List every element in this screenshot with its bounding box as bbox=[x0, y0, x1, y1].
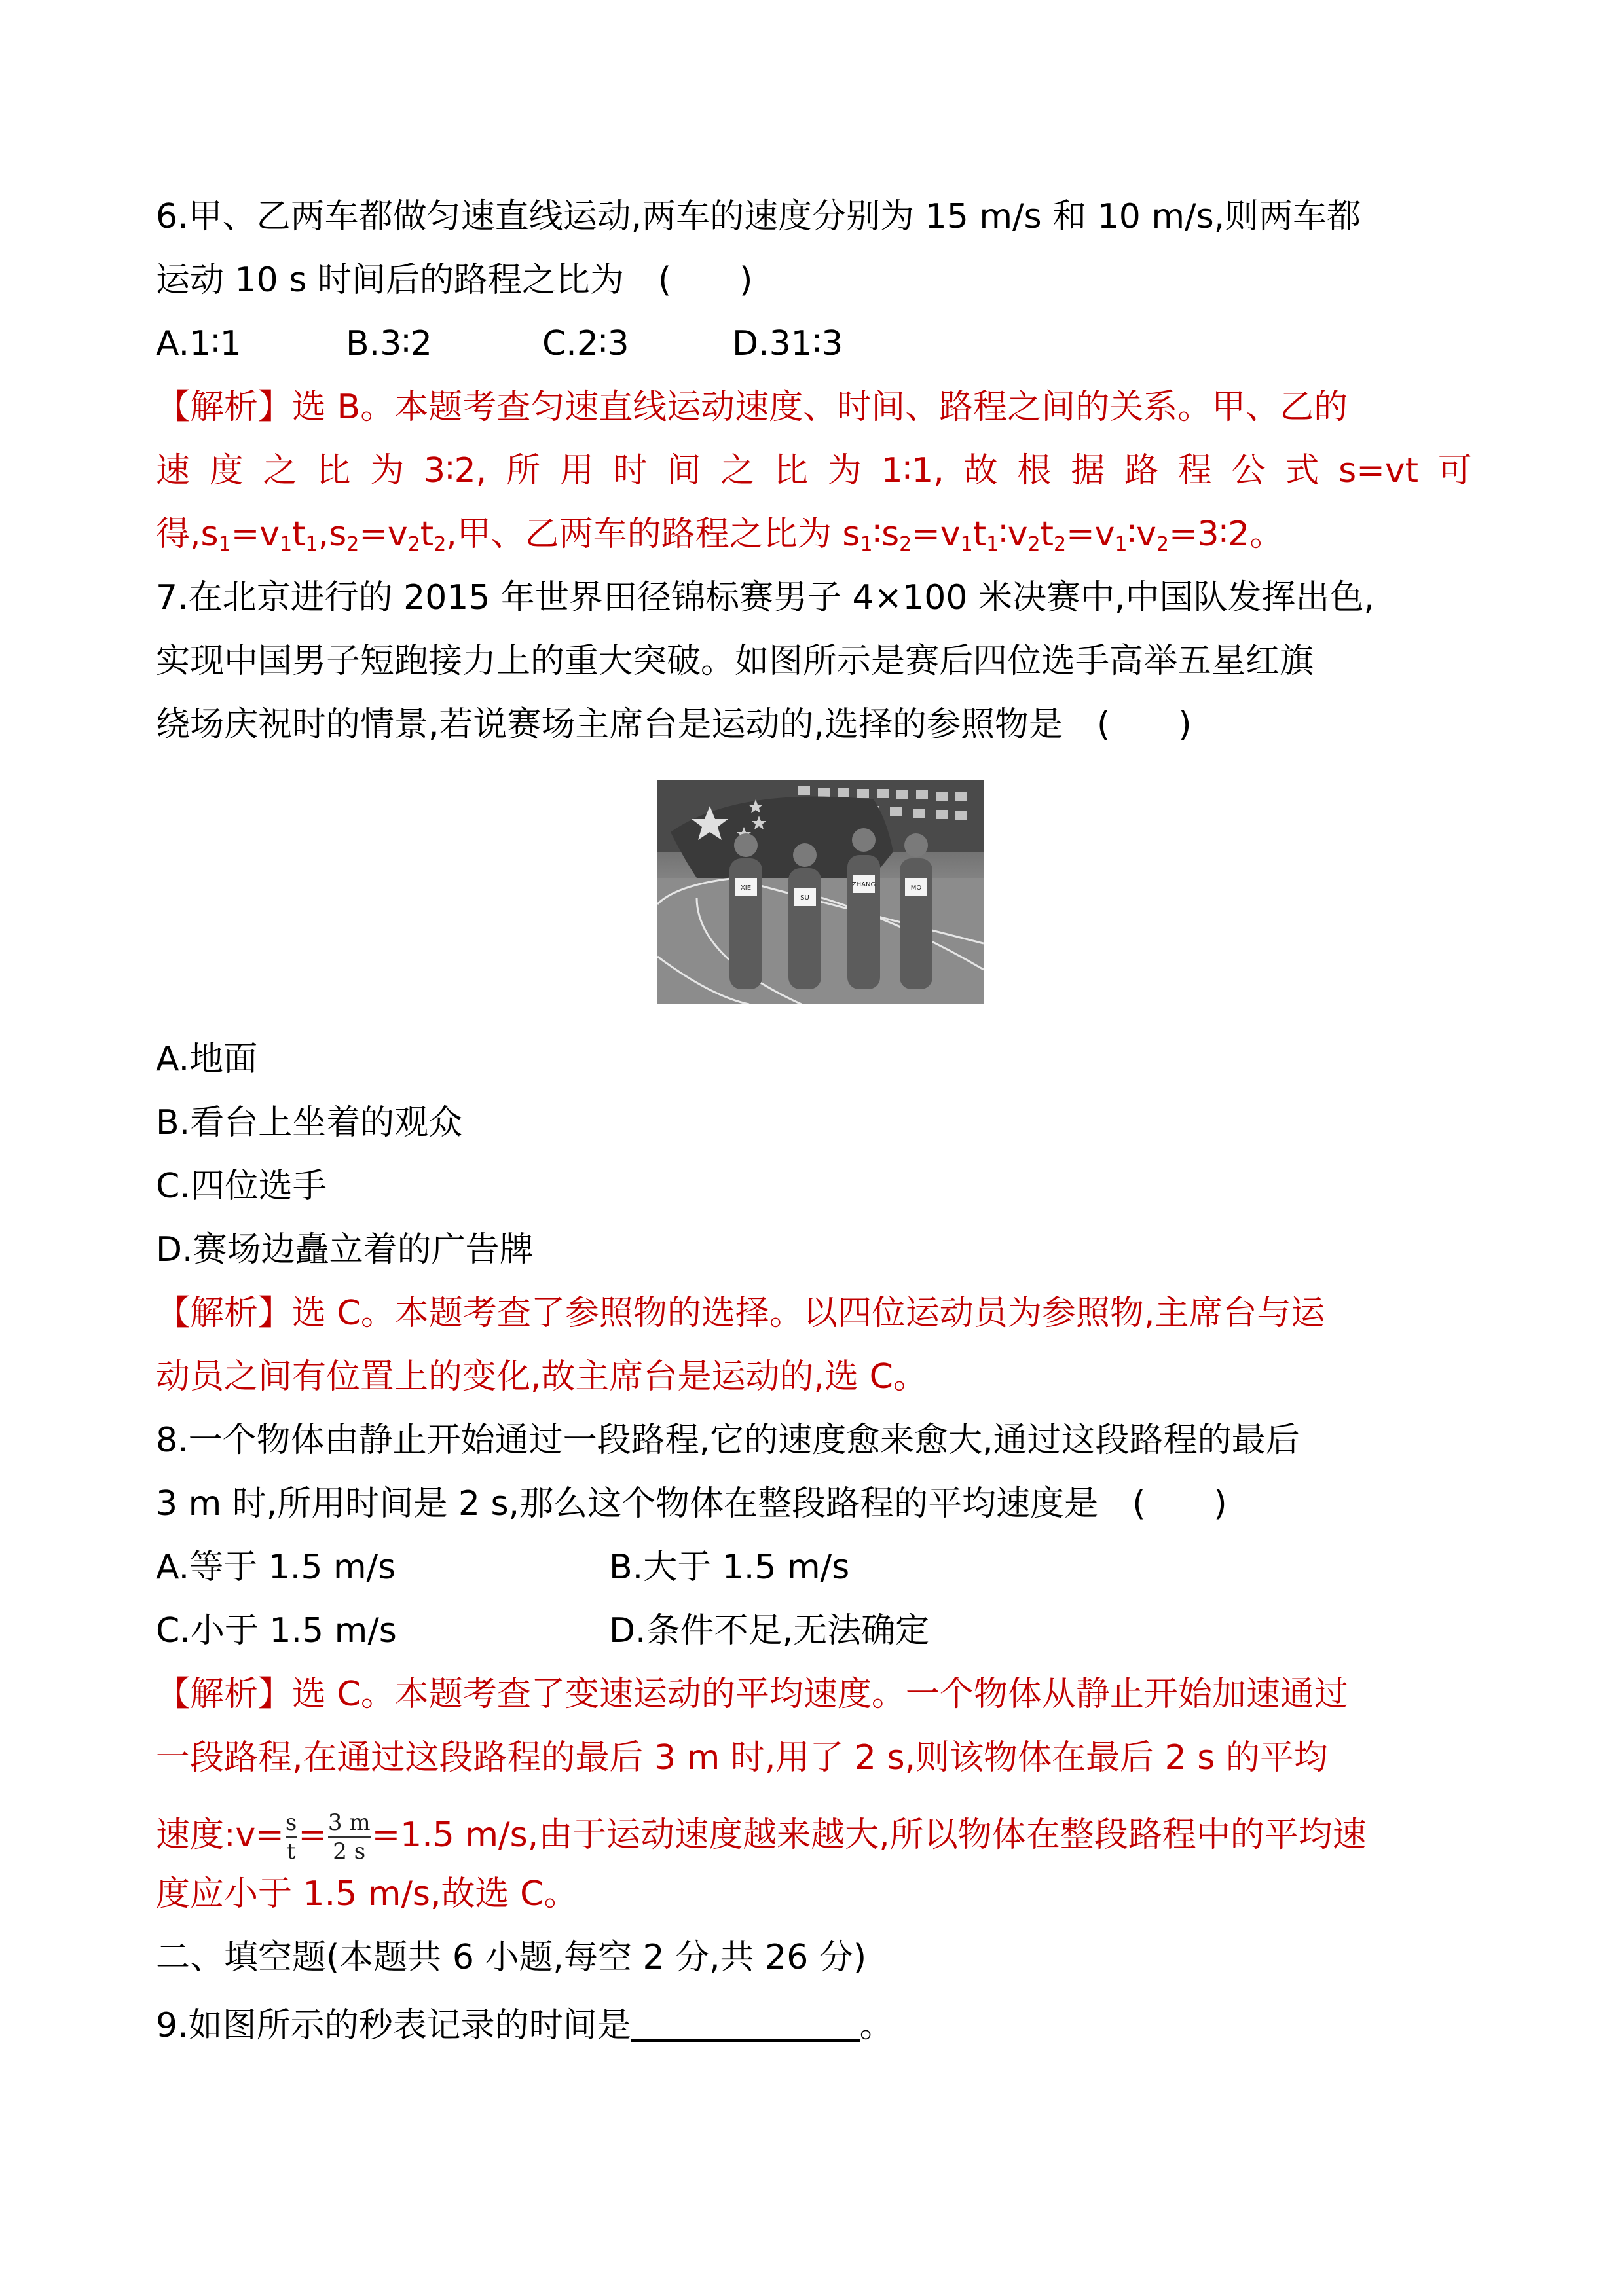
analysis-token: 程 bbox=[1177, 451, 1212, 490]
q7-analysis-line-1: 【解析】选 C。本题考查了参照物的选择。以四位运动员为参照物,主席台与运 bbox=[156, 1294, 1325, 1333]
q6-option-d[interactable]: D.31∶3 bbox=[732, 324, 843, 363]
var-t: t bbox=[972, 515, 987, 554]
subscript: 2 bbox=[434, 533, 447, 556]
subscript: 1 bbox=[305, 533, 318, 556]
q7-option-d[interactable]: D.赛场边矗立着的广告牌 bbox=[156, 1230, 534, 1269]
ratio-colon: ∶ bbox=[999, 515, 1008, 554]
q7-stem-line-3: 绕场庆祝时的情景,若说赛场主席台是运动的,选择的参照物是 ( ) bbox=[156, 705, 1192, 744]
var-s: s bbox=[881, 515, 900, 554]
relay-team-celebration-photo bbox=[657, 780, 984, 1004]
var-t: t bbox=[292, 515, 306, 554]
ratio-result: =3∶2。 bbox=[1168, 515, 1284, 554]
q7-option-c[interactable]: C.四位选手 bbox=[156, 1167, 327, 1206]
q7-stem-line-1: 7.在北京进行的 2015 年世界田径锦标赛男子 4×100 米决赛中,中国队发挥出色, bbox=[156, 578, 1375, 617]
var-v: =v bbox=[912, 515, 961, 554]
analysis-token: 故 bbox=[963, 451, 998, 490]
q8-option-b[interactable]: B.大于 1.5 m/s bbox=[609, 1548, 850, 1587]
text: 得, bbox=[156, 515, 201, 554]
q8-options-row-1 bbox=[156, 1546, 1472, 1589]
analysis-token: 式 bbox=[1285, 451, 1320, 490]
analysis-token: 时 bbox=[613, 451, 648, 490]
analysis-token: 之 bbox=[720, 451, 755, 490]
q7-option-a[interactable]: A.地面 bbox=[156, 1040, 258, 1079]
text: ,甲、乙两车的路程之比为 bbox=[446, 515, 843, 554]
comma: , bbox=[318, 515, 329, 554]
q8-analysis-line-4: 度应小于 1.5 m/s,故选 C。 bbox=[156, 1874, 578, 1914]
bib-mo: MO bbox=[910, 884, 922, 892]
bib-xie: XIE bbox=[740, 884, 752, 892]
q8-option-d[interactable]: D.条件不足,无法确定 bbox=[609, 1611, 930, 1650]
q8-option-c[interactable]: C.小于 1.5 m/s bbox=[156, 1611, 397, 1650]
q6-analysis-line-2 bbox=[156, 449, 1472, 492]
q6-stem-line-2: 运动 10 s 时间后的路程之比为 ( ) bbox=[156, 261, 753, 300]
var-v: =v bbox=[359, 515, 408, 554]
bib-zhang: ZHANG bbox=[851, 881, 876, 888]
var-s: s bbox=[842, 515, 860, 554]
q6-option-b[interactable]: B.3∶2 bbox=[346, 324, 432, 363]
q7-stem-line-2: 实现中国男子短跑接力上的重大突破。如图所示是赛后四位选手高举五星红旗 bbox=[156, 642, 1314, 681]
text: 速度:v= bbox=[156, 1815, 284, 1855]
var-v: =v bbox=[231, 515, 280, 554]
q7-option-b[interactable]: B.看台上坐着的观众 bbox=[156, 1103, 463, 1142]
q6-analysis-line-1: 【解析】选 B。本题考查匀速直线运动速度、时间、路程之间的关系。甲、乙的 bbox=[156, 388, 1348, 427]
var-t: t bbox=[1040, 515, 1054, 554]
q8-analysis-line-1: 【解析】选 C。本题考查了变速运动的平均速度。一个物体从静止开始加速通过 bbox=[156, 1675, 1348, 1714]
analysis-token: 1∶1, bbox=[881, 451, 944, 490]
ratio-colon: ∶ bbox=[1127, 515, 1137, 554]
analysis-token: 用 bbox=[559, 451, 594, 490]
subscript: 2 bbox=[1027, 533, 1041, 556]
var-s: s bbox=[200, 515, 219, 554]
equals: = bbox=[298, 1815, 327, 1855]
subscript: 2 bbox=[1054, 533, 1067, 556]
subscript: 1 bbox=[860, 533, 873, 556]
subscript: 1 bbox=[218, 533, 231, 556]
analysis-token: 之 bbox=[263, 451, 297, 490]
analysis-token: 公 bbox=[1231, 451, 1266, 490]
q8-analysis-line-3 bbox=[156, 1806, 1472, 1865]
analysis-token: 比 bbox=[773, 451, 808, 490]
var-v: v bbox=[1136, 515, 1156, 554]
q6-analysis-line-3 bbox=[156, 513, 1472, 556]
analysis-token: 度 bbox=[209, 451, 244, 490]
q6-stem-line-1: 6.甲、乙两车都做匀速直线运动,两车的速度分别为 15 m/s 和 10 m/s,则两车都 bbox=[156, 197, 1361, 236]
section-title-fill-in-blank: 二、填空题(本题共 6 小题,每空 2 分,共 26 分) bbox=[156, 1938, 867, 1977]
subscript: 1 bbox=[960, 533, 973, 556]
analysis-token: 可 bbox=[1437, 451, 1472, 490]
q8-options-row-2 bbox=[156, 1609, 1472, 1652]
analysis-token: 速 bbox=[156, 451, 191, 490]
analysis-token: 为 bbox=[827, 451, 862, 490]
fraction-3m-over-2s bbox=[328, 1810, 371, 1865]
analysis-token: 根 bbox=[1017, 451, 1052, 490]
analysis-token: 据 bbox=[1071, 451, 1105, 490]
analysis-token: 比 bbox=[316, 451, 351, 490]
q7-analysis-line-2: 动员之间有位置上的变化,故主席台是运动的,选 C。 bbox=[156, 1357, 927, 1396]
subscript: 1 bbox=[280, 533, 293, 556]
numerator: s bbox=[285, 1810, 297, 1836]
q9-text: 9.如图所示的秒表记录的时间是 bbox=[156, 2006, 631, 2045]
analysis-token: 3∶2, bbox=[423, 451, 487, 490]
q8-stem-line-1: 8.一个物体由静止开始通过一段路程,它的速度愈来愈大,通过这段路程的最后 bbox=[156, 1421, 1300, 1460]
numerator: 3 m bbox=[327, 1810, 371, 1836]
var-v: v bbox=[1007, 515, 1028, 554]
analysis-token: 为 bbox=[370, 451, 405, 490]
analysis-token: 路 bbox=[1124, 451, 1158, 490]
subscript: 2 bbox=[899, 533, 912, 556]
q9-stem bbox=[156, 1999, 1472, 2047]
var-t: t bbox=[420, 515, 434, 554]
subscript: 2 bbox=[1156, 533, 1169, 556]
var-v: =v bbox=[1066, 515, 1115, 554]
fraction-s-over-t bbox=[286, 1810, 297, 1865]
q6-option-c[interactable]: C.2∶3 bbox=[542, 324, 629, 363]
var-s: s bbox=[329, 515, 347, 554]
denominator: t bbox=[286, 1838, 296, 1865]
subscript: 2 bbox=[407, 533, 420, 556]
q8-analysis-line-2: 一段路程,在通过这段路程的最后 3 m 时,用了 2 s,则该物体在最后 2 s 的平均 bbox=[156, 1738, 1328, 1777]
q9-answer-blank[interactable] bbox=[631, 1999, 860, 2042]
denominator: 2 s bbox=[333, 1838, 366, 1865]
q8-option-a[interactable]: A.等于 1.5 m/s bbox=[156, 1548, 396, 1587]
subscript: 1 bbox=[1115, 533, 1128, 556]
q8-stem-line-2: 3 m 时,所用时间是 2 s,那么这个物体在整段路程的平均速度是 ( ) bbox=[156, 1484, 1227, 1523]
q6-options bbox=[156, 322, 1472, 365]
analysis-token: 所 bbox=[506, 451, 541, 490]
text: =1.5 m/s,由于运动速度越来越大,所以物体在整段路程中的平均速 bbox=[371, 1815, 1367, 1855]
subscript: 2 bbox=[346, 533, 360, 556]
q9-period: 。 bbox=[859, 2006, 894, 2045]
analysis-token: s=vt bbox=[1338, 451, 1418, 490]
q6-option-a[interactable]: A.1∶1 bbox=[156, 324, 242, 363]
analysis-token: 间 bbox=[667, 451, 701, 490]
ratio-colon: ∶ bbox=[872, 515, 882, 554]
bib-su: SU bbox=[800, 894, 809, 902]
subscript: 1 bbox=[986, 533, 999, 556]
